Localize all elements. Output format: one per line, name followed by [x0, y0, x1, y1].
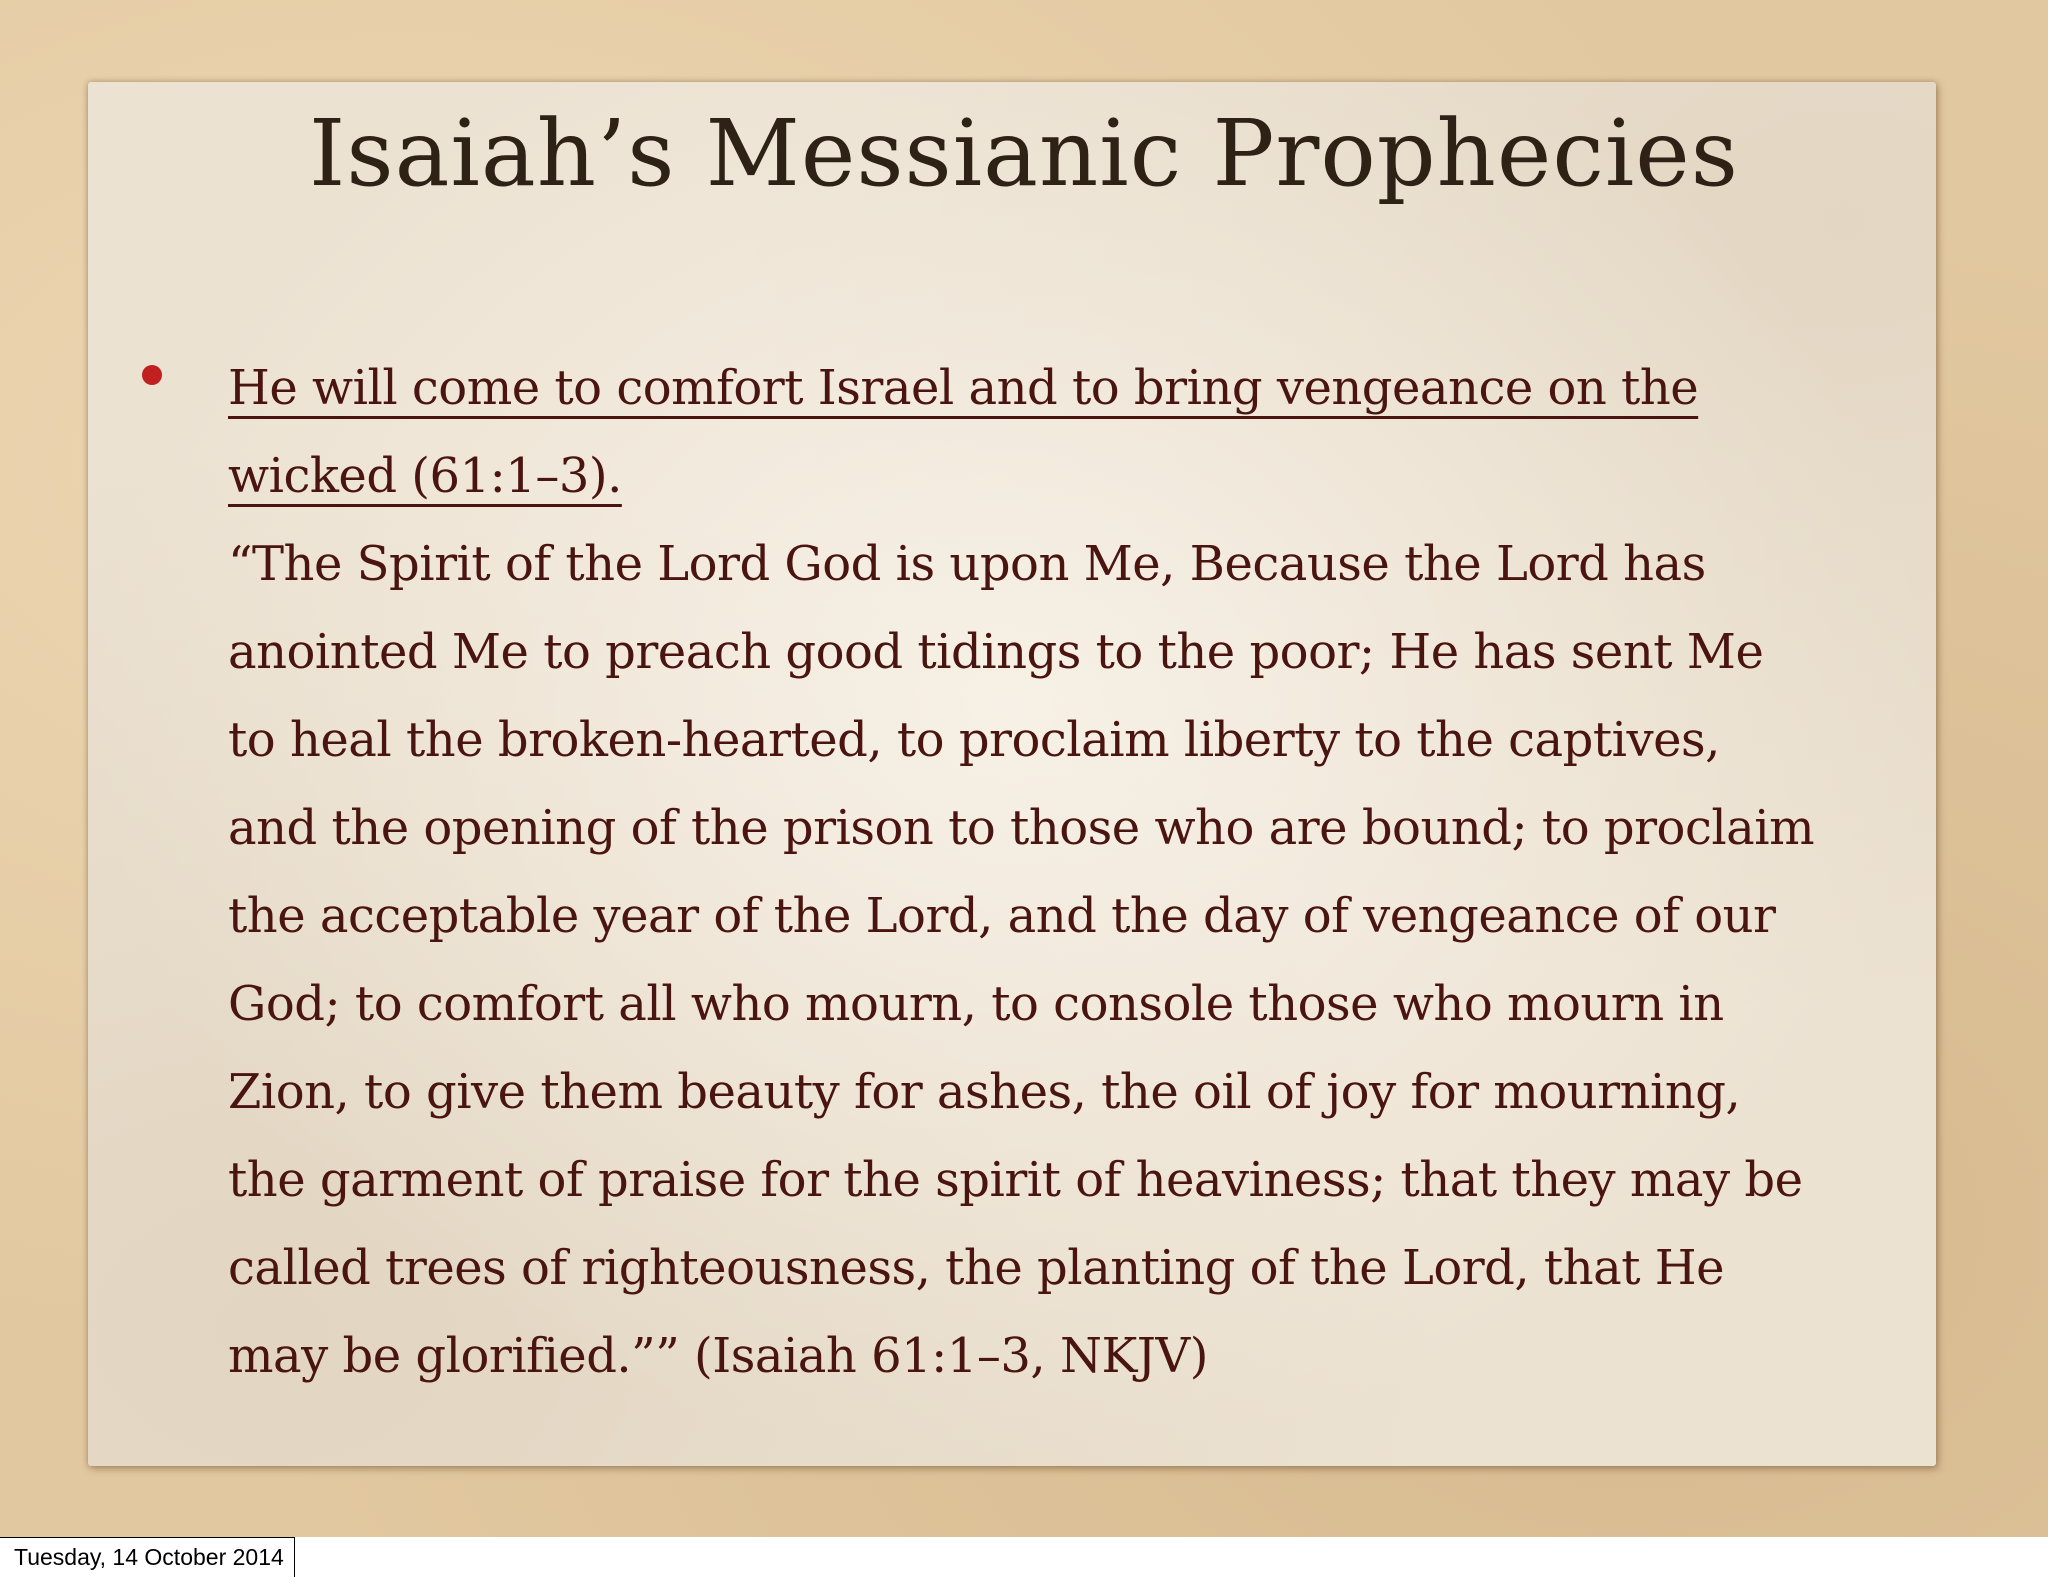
quote-line-5: the acceptable year of the Lord, and the day of vengeance of our — [228, 888, 1776, 944]
quote-line-1: “The Spirit of the Lord God is upon Me, Because the Lord has — [228, 536, 1706, 592]
bullet-heading-line-2: wicked (61:1–3). — [228, 448, 622, 504]
footer-date-label: Tuesday, 14 October 2014 — [0, 1537, 295, 1577]
quote-line-8: the garment of praise for the spirit of heaviness; that they may be — [228, 1152, 1803, 1208]
bullet-heading-line-1: He will come to comfort Israel and to bring vengeance on the — [228, 360, 1699, 416]
bullet-content — [228, 344, 1908, 1400]
quote-line-6: God; to comfort all who mourn, to console those who mourn in — [228, 976, 1724, 1032]
quote-line-2: anointed Me to preach good tidings to the poor; He has sent Me — [228, 624, 1764, 680]
quote-line-4: and the opening of the prison to those who are bound; to proclaim — [228, 800, 1815, 856]
slide-title: Isaiah’s Messianic Prophecies — [309, 100, 1739, 207]
quote-line-9: called trees of righteousness, the planting of the Lord, that He — [228, 1240, 1725, 1296]
bullet-icon — [142, 365, 162, 385]
quote-line-7: Zion, to give them beauty for ashes, the oil of joy for mourning, — [228, 1064, 1741, 1120]
quote-line-3: to heal the broken-hearted, to proclaim liberty to the captives, — [228, 712, 1720, 768]
quote-line-10: may be glorified.”” (Isaiah 61:1–3, NKJV) — [228, 1328, 1208, 1384]
